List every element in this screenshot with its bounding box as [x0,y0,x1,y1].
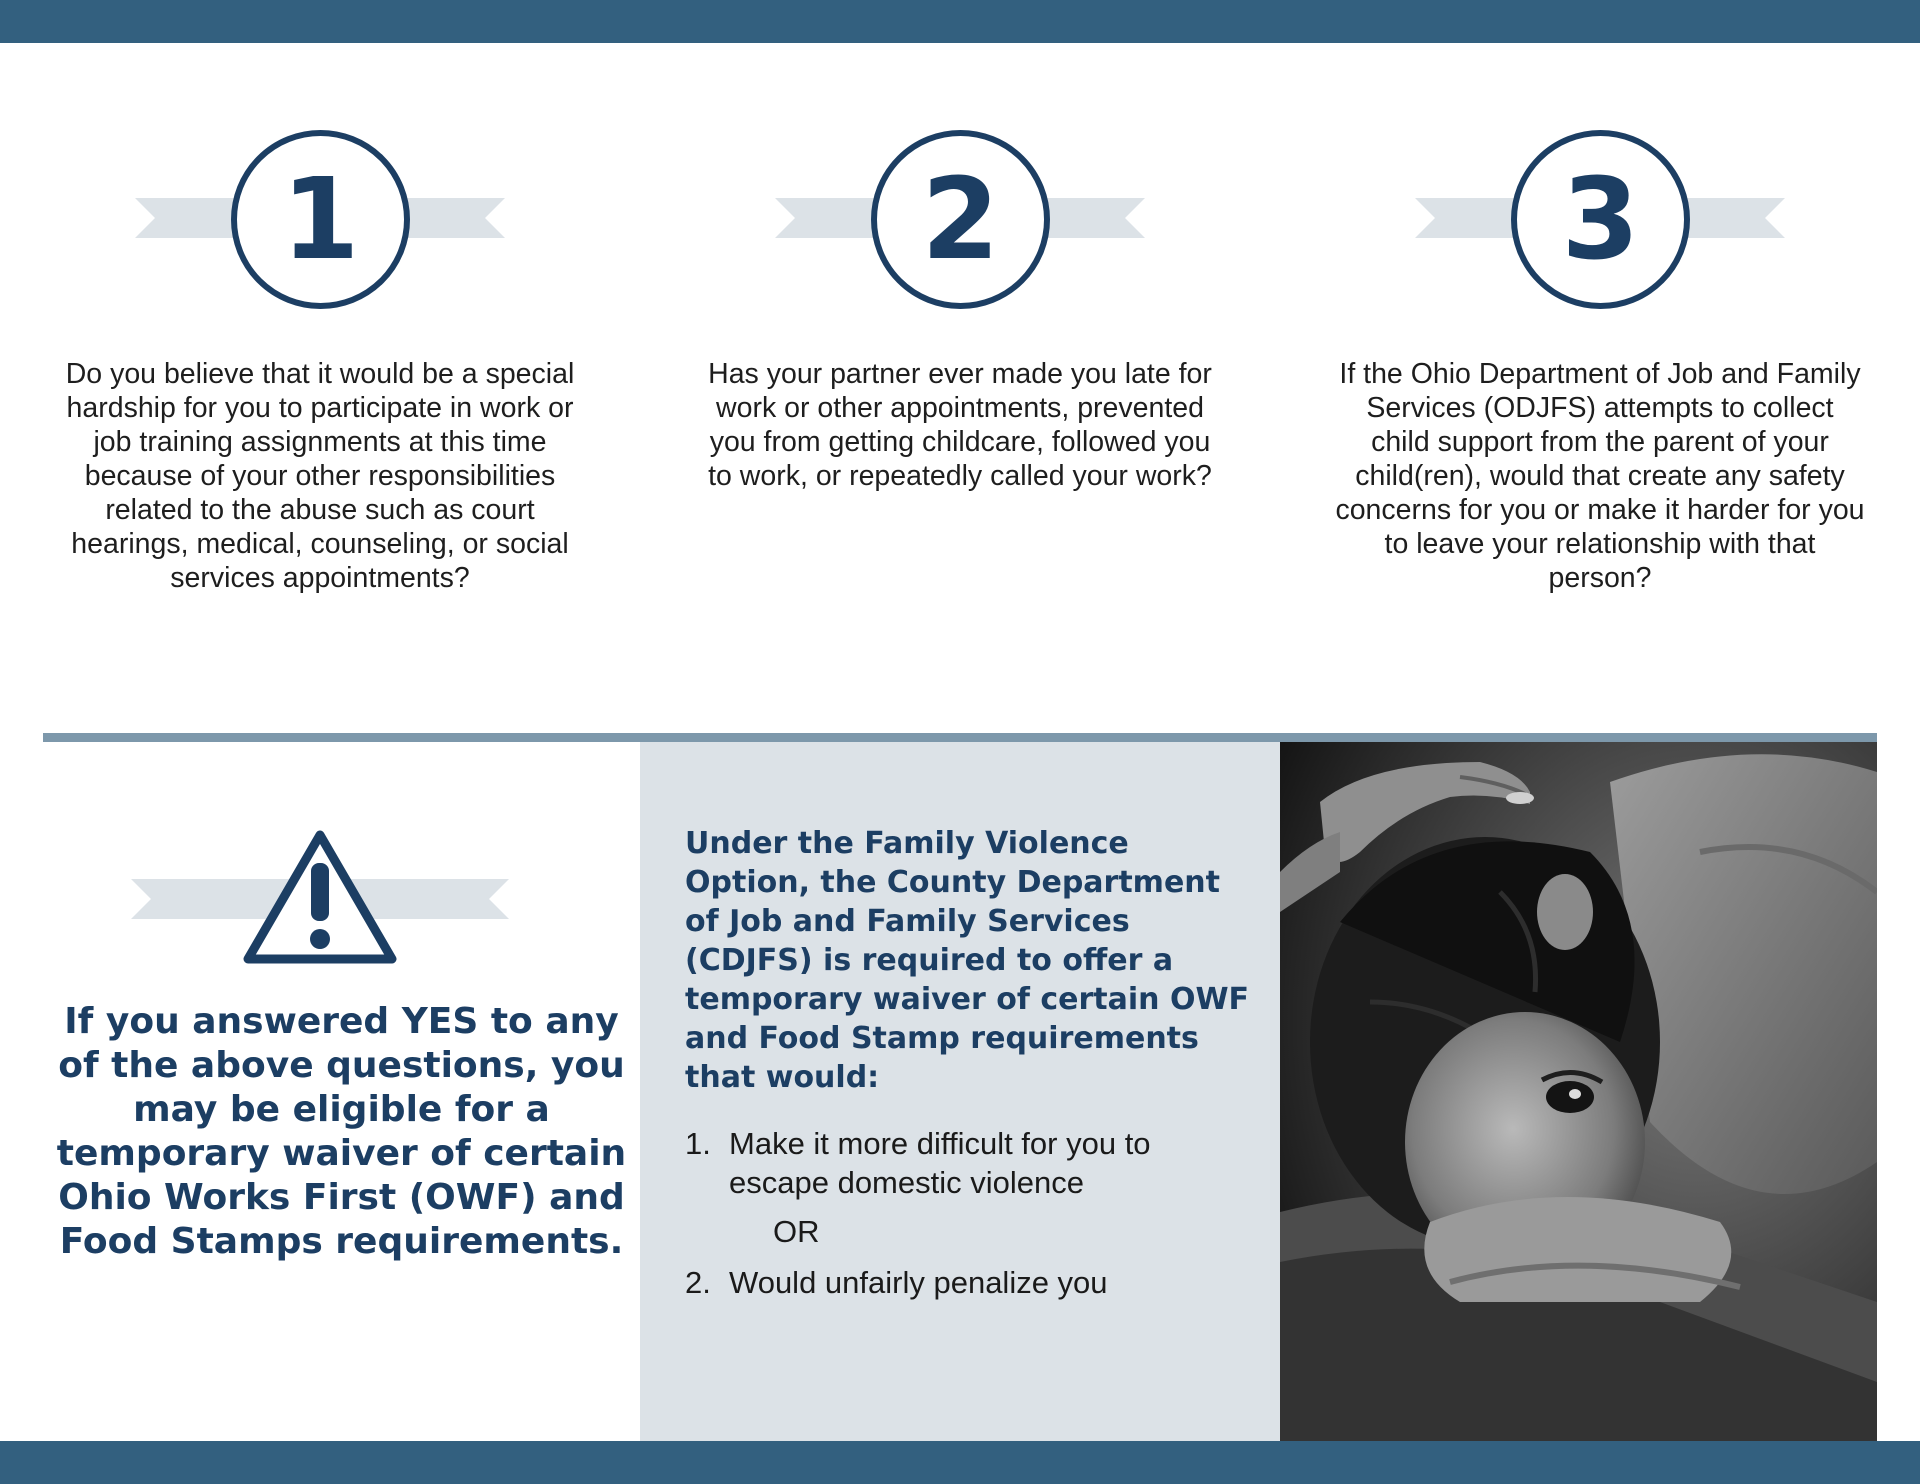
fvo-heading: Under the Family Violence Option, the County Department of Job and Family Services (CDJFS) is required to offer a temporary waiver of certain OWF and Food Stamp requirements that would: [685,826,1250,1095]
step-1 [40,130,600,595]
section-divider [43,733,1877,742]
list-text: Would unfairly penalize you [729,1265,1108,1300]
step-question: Has your partner ever made you late for work or other appointments, prevented you from getting childcare, followed you to work, or repeatedly called your work? [708,358,1212,492]
eligibility-panel [43,742,640,1441]
top-bar [0,0,1920,43]
step-question: If the Ohio Department of Job and Family Services (ODJFS) attempts to collect child support from the parent of your child(ren), would that create any safety concerns for you or make it harder for you to leave your relationship with that person? [1335,358,1865,594]
list-item [685,1124,1245,1202]
warning-icon [240,827,400,967]
step-3 [1320,130,1880,595]
step-2 [680,130,1240,493]
step-number: 2 [871,130,1050,309]
list-text: Make it more difficult for you to escape domestic violence [729,1126,1151,1200]
child-photo [1280,742,1877,1441]
or-separator: OR [773,1214,820,1249]
list-number: 2. [685,1265,711,1300]
step-1-badge [135,130,505,305]
list-item [685,1263,1245,1302]
step-number: 1 [231,130,410,309]
warning-badge [131,827,509,982]
step-number: 3 [1511,130,1690,309]
step-2-badge [775,130,1145,305]
bottom-bar [0,1441,1920,1484]
family-violence-option-panel [640,742,1280,1441]
eligibility-text: If you answered YES to any of the above questions, you may be eligible for a temporary waiver of certain Ohio Works First (OWF) and Food Stamps requirements. [56,1001,627,1262]
requirements-list [685,1124,1245,1302]
child-photo-illustration [1280,742,1877,1441]
step-3-badge [1415,130,1785,305]
list-number: 1. [685,1126,711,1161]
step-question: Do you believe that it would be a special hardship for you to participate in work or job training assignments at this time because of your other responsibilities related to the abuse such as court hearings, medical, counseling, or social services appointments? [65,358,575,594]
